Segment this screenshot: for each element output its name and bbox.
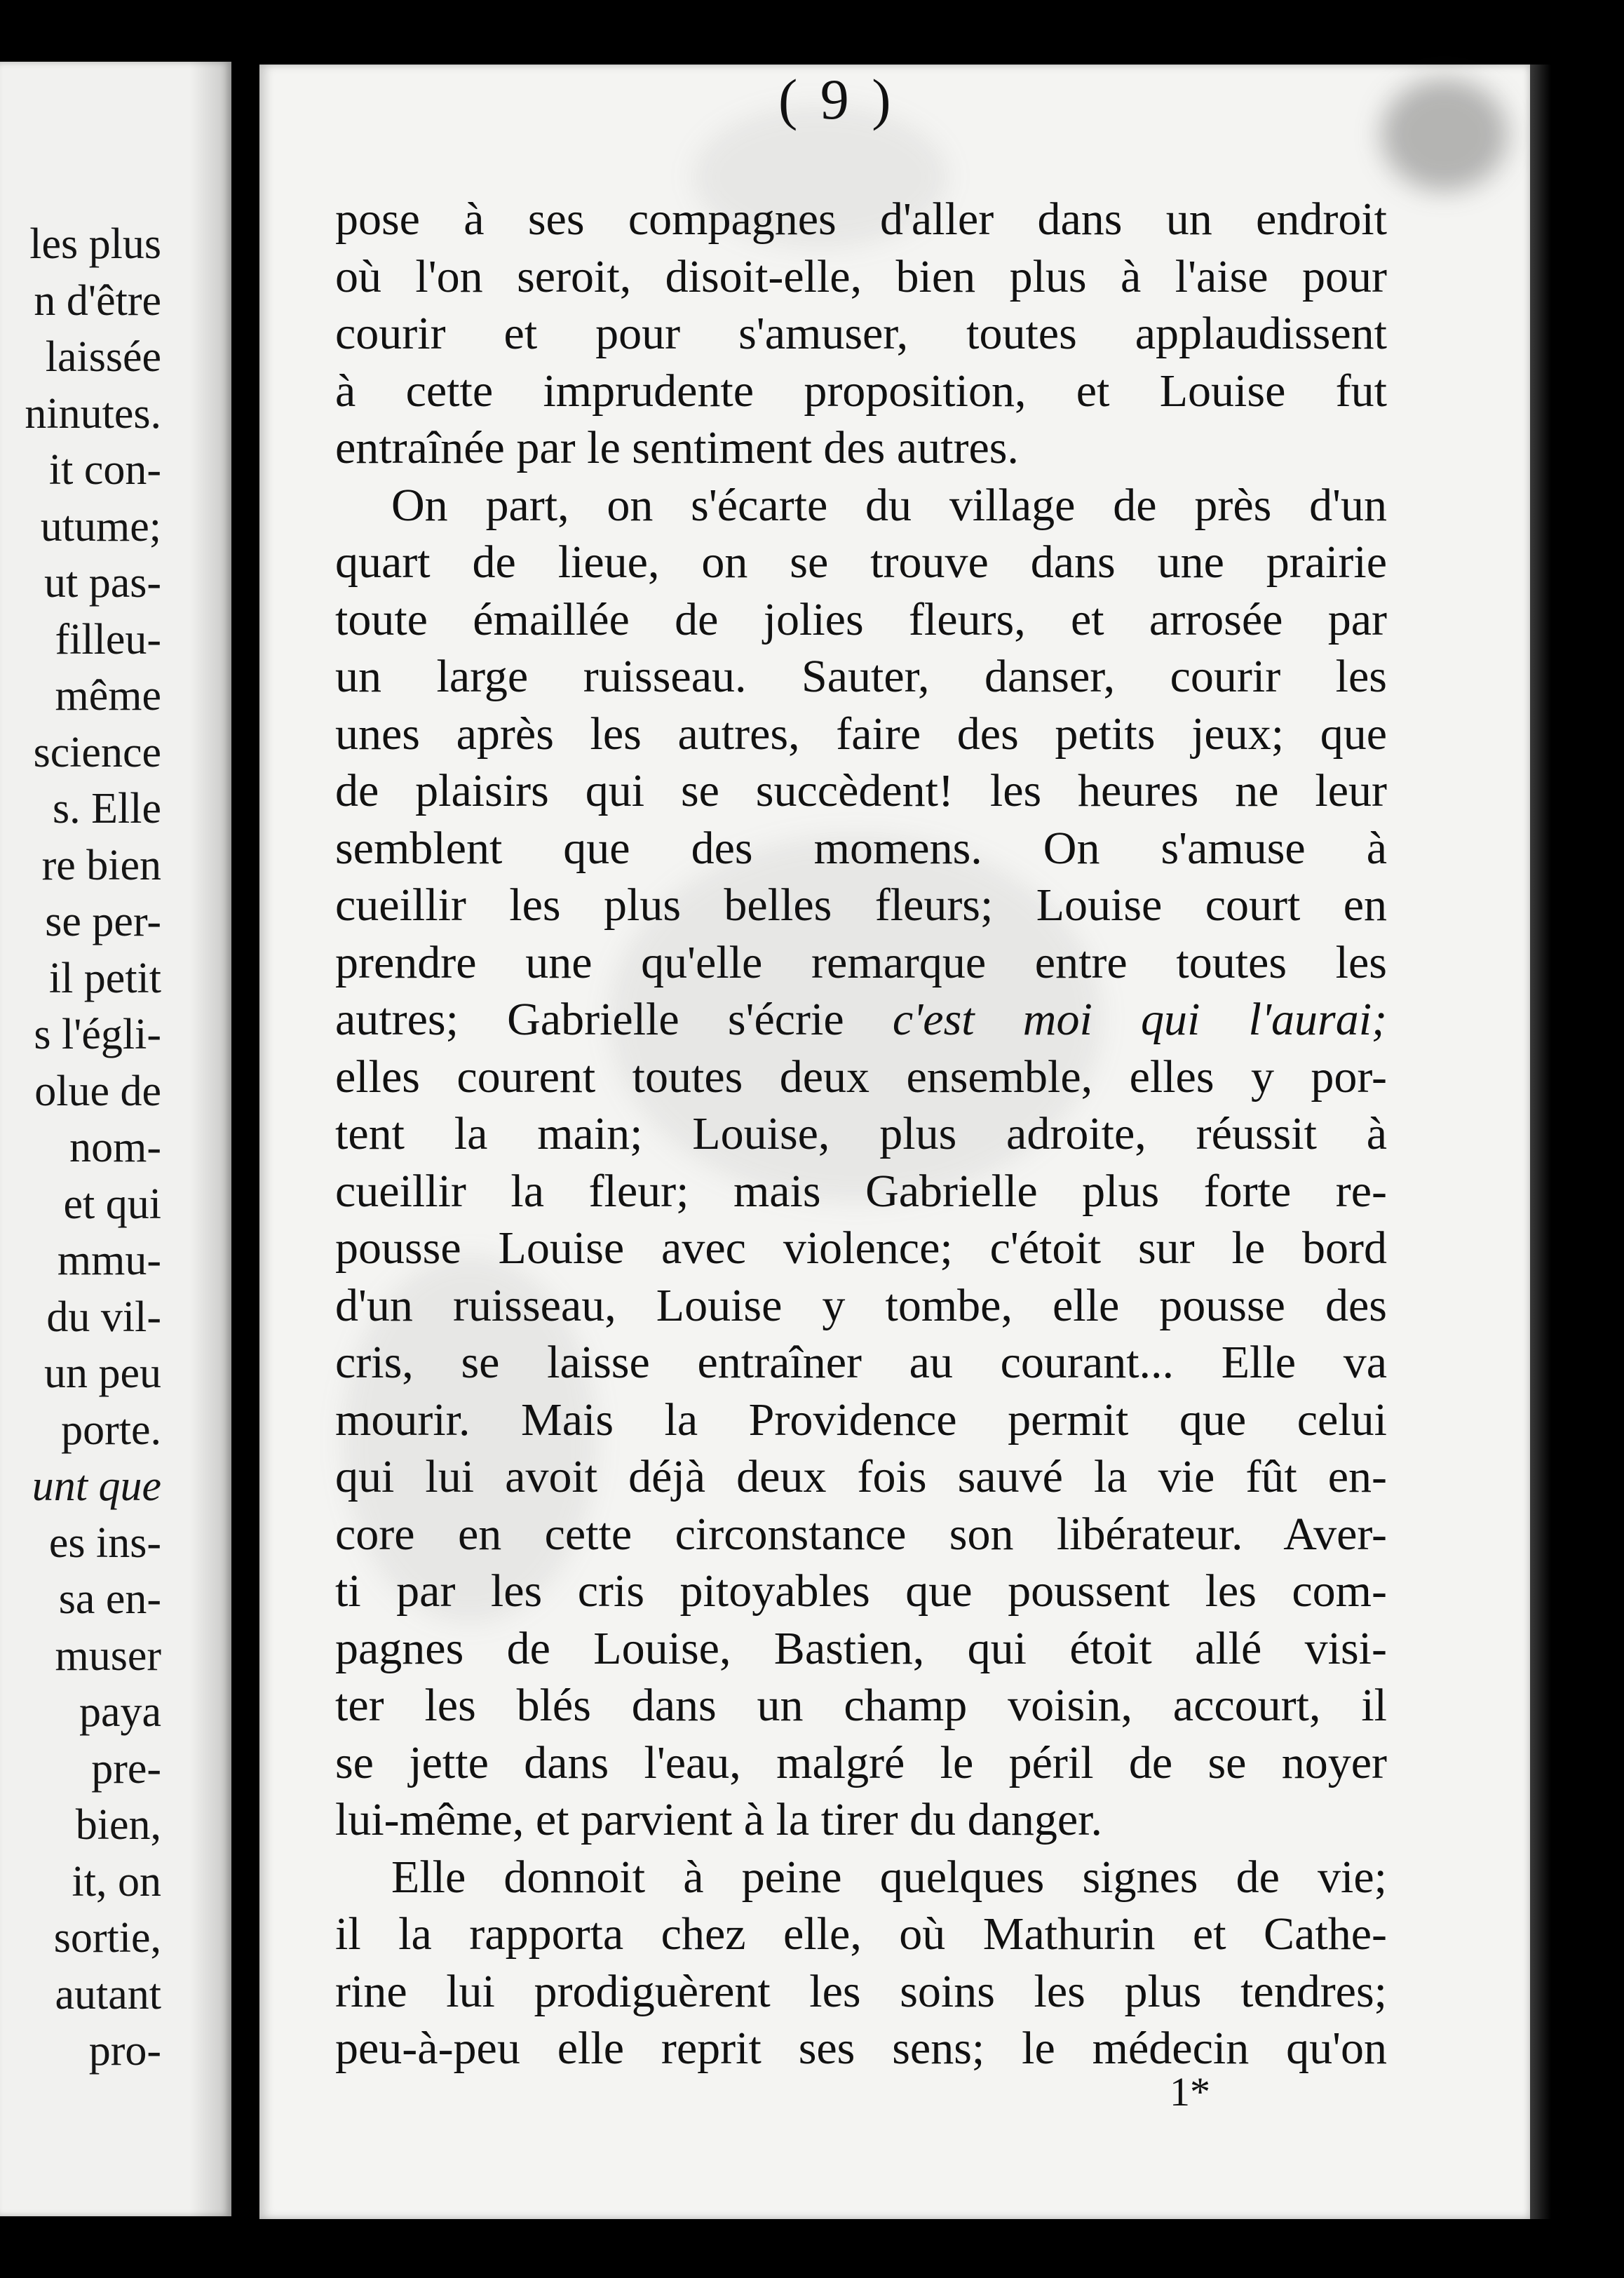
text-line: sortie, <box>53 1914 161 1962</box>
text-line: ti par les cris pitoyables que poussent les com- <box>335 1565 1387 1617</box>
text-line: cueillir la fleur; mais Gabrielle plus forte re- <box>335 1165 1387 1217</box>
text-line: du vil- <box>46 1293 161 1341</box>
text-line: il petit <box>48 954 161 1002</box>
text-line: ut pas- <box>43 559 161 607</box>
foxing-stain <box>1381 79 1508 191</box>
text-line: n d'être <box>34 276 161 325</box>
page-edge <box>1530 65 1551 2219</box>
text-line: unt que <box>32 1462 161 1510</box>
text-line: porte. <box>61 1406 161 1454</box>
page-body-text <box>335 191 1387 2077</box>
text-line: pose à ses compagnes d'aller dans un endroit <box>335 194 1387 245</box>
text-line: lui-même, et parvient à la tirer du danger. <box>335 1794 1103 1845</box>
text-line: pre- <box>91 1744 161 1793</box>
text-line: cris, se laisse entraîner au courant... Elle va <box>335 1337 1387 1388</box>
text-line: On part, on s'écarte du village de près d'un <box>391 479 1387 531</box>
text-line: prendre une qu'elle remarque entre toutes les <box>335 936 1387 988</box>
text-line: rine lui prodiguèrent les soins les plus tendres; <box>335 1965 1387 2017</box>
text-line: se per- <box>45 898 161 945</box>
text-line: paya <box>79 1688 161 1736</box>
text-line: ter les blés dans un champ voisin, accourt, il <box>335 1680 1387 1731</box>
text-line: re bien <box>41 841 161 889</box>
gutter-shadow <box>189 62 231 2216</box>
text-line: unes après les autres, faire des petits jeux; que <box>335 708 1387 760</box>
text-line: Elle donnoit à peine quelques signes de vie; <box>391 1851 1387 1903</box>
text-line: d'un ruisseau, Louise y tombe, elle pousse des <box>335 1279 1387 1331</box>
text-line: it con- <box>48 446 161 494</box>
text-line: semblent que des momens. On s'amuse à <box>335 822 1387 874</box>
text-line: se jette dans l'eau, malgré le péril de se noyer <box>335 1737 1387 1788</box>
text-line: it, on <box>72 1857 161 1906</box>
text-line: pousse Louise avec violence; c'étoit sur le bord <box>335 1222 1387 1274</box>
text-line: core en cette circonstance son libérateur. Aver- <box>335 1508 1387 1560</box>
text-line: muser <box>55 1631 161 1680</box>
text-segment: autres; Gabrielle s'écrie <box>335 994 844 1045</box>
text-line: pagnes de Louise, Bastien, qui étoit allé visi- <box>335 1622 1387 1674</box>
text-line: qui lui avoit déjà deux fois sauvé la vie fût en- <box>335 1451 1387 1502</box>
text-line: filleu- <box>55 615 161 663</box>
text-line-with-italic <box>335 991 1387 1049</box>
text-line: où l'on seroit, disoit-elle, bien plus à l'aise pour <box>335 250 1387 302</box>
text-line: ninutes. <box>25 389 161 438</box>
text-line: les plus <box>29 220 161 268</box>
text-line: à cette imprudente proposition, et Louise fut <box>335 365 1387 417</box>
text-line: mmu- <box>57 1236 161 1284</box>
text-line: même <box>55 672 161 720</box>
text-line: de plaisirs qui se succèdent! les heures ne leur <box>335 765 1387 816</box>
text-line: et qui <box>63 1180 161 1228</box>
text-line: tent la main; Louise, plus adroite, réussit à <box>335 1108 1387 1159</box>
text-line: autant <box>55 1970 161 2018</box>
text-line: toute émaillée de jolies fleurs, et arrosée par <box>335 593 1387 645</box>
text-line: il la rapporta chez elle, où Mathurin et Cathe- <box>335 1908 1387 1960</box>
text-line: utume; <box>40 502 161 551</box>
text-line: entraînée par le sentiment des autres. <box>335 422 1019 473</box>
text-line: courir et pour s'amuser, toutes applaudissent <box>335 308 1387 359</box>
text-line: s. Elle <box>53 785 161 833</box>
text-line: science <box>33 728 161 776</box>
text-line: peu-à-peu elle reprit ses sens; le médecin qu'on <box>335 2023 1387 2074</box>
text-line: un large ruisseau. Sauter, danser, courir les <box>335 651 1387 702</box>
signature-mark: 1* <box>1170 2069 1210 2115</box>
text-line: olue de <box>34 1067 161 1115</box>
previous-page-text <box>25 216 161 2080</box>
text-line: cueillir les plus belles fleurs; Louise court en <box>335 879 1387 931</box>
italic-exclamation: c'est moi qui l'aurai; <box>892 994 1388 1045</box>
text-line: s l'égli- <box>34 1011 161 1058</box>
page-number: ( 9 ) <box>778 67 895 131</box>
text-line: elles courent toutes deux ensemble, elles y por- <box>335 1051 1387 1103</box>
text-line: mourir. Mais la Providence permit que celui <box>335 1394 1387 1445</box>
previous-page <box>0 62 231 2216</box>
text-line: pro- <box>88 2027 161 2075</box>
text-line: un peu <box>43 1349 161 1397</box>
text-line: nom- <box>69 1124 161 1171</box>
text-line: bien, <box>75 1801 161 1849</box>
text-line: es ins- <box>48 1518 161 1567</box>
text-line: laissée <box>45 333 161 381</box>
text-line: sa en- <box>58 1575 161 1623</box>
text-line: quart de lieue, on se trouve dans une prairie <box>335 537 1387 588</box>
